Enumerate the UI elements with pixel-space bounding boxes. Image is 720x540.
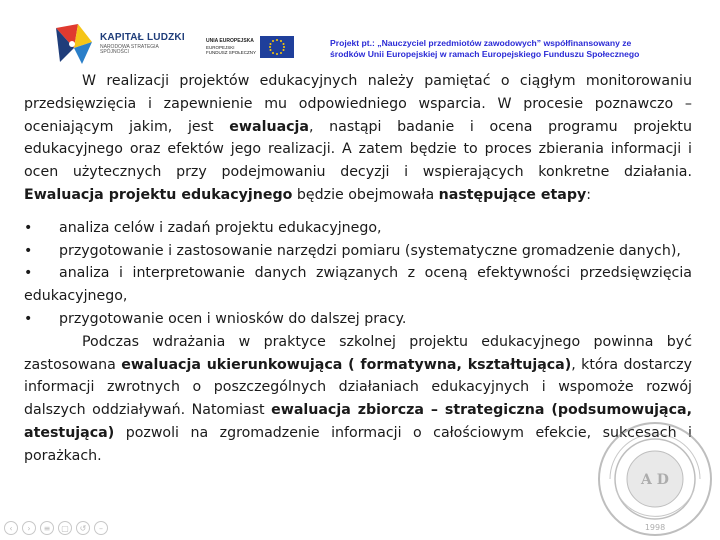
term-ewaluacja: ewaluacja	[229, 118, 309, 135]
eu-line3: FUNDUSZ SPOŁECZNY	[206, 50, 257, 56]
list-item: • analiza celów i zadań projektu edukacyjnego,	[24, 217, 692, 240]
project-caption	[330, 38, 690, 60]
next-icon[interactable]: ›	[22, 521, 36, 535]
paragraph-implementation: Podczas wdrażania w praktyce szkolnej projektu edukacyjnego powinna być zastosowana ewaluacja ukierunkowująca ( formatywna, kształtująca), która dostarczy informacji zwrotnych o poszczególnych działaniach edukacyjnych i wspomoże rozwój dalszych oddziaływań. Natomiast ewaluacja zbiorcza – strategiczna (podsumowująca, atestująca) pozwoli na zgromadzenie informacji o całościowym efekcie, sukcesach i porażkach.	[24, 333, 692, 464]
seal-year: 1998	[644, 523, 666, 532]
term-ewaluacja-zbiorcza: ewaluacja zbiorcza – strategiczna (podsumowująca, atestująca)	[24, 402, 692, 441]
paragraph-intro: W realizacji projektów edukacyjnych należy pamiętać o ciągłym monitorowaniu przedsięwzięcia i zapewnienie mu odpowiedniego wsparcia. W procesie poznawczo – oceniającym jakim, jest ewaluacja, nastąpi badanie i ocena programu projektu edukacyjnego oraz efektów jego realizacji. A zatem będzie to proces zbierania informacji i ocen użytecznych przy podejmowaniu decyzji i wspierających konkretne działania. Ewaluacja projektu edukacyjnego będzie obejmowała następujące etapy:	[24, 73, 692, 203]
slide-navigation	[4, 521, 108, 535]
project-line1: Projekt pt.: „Nauczyciel przedmiotów zawodowych” współfinansowany ze	[330, 38, 632, 48]
bullet-icon: •	[24, 242, 33, 259]
prev-icon[interactable]: ‹	[4, 521, 18, 535]
copy-icon[interactable]: ▢	[58, 521, 72, 535]
kapital-ludzki-title: KAPITAŁ LUDZKI	[100, 31, 185, 43]
minus-icon[interactable]: –	[94, 521, 108, 535]
eu-logo	[206, 32, 296, 62]
bullet-icon: •	[24, 310, 33, 327]
term-nastepujace-etapy: następujące etapy	[438, 186, 587, 203]
term-ewaluacja-projektu: Ewaluacja projektu edukacyjnego	[24, 186, 293, 203]
list-item: • przygotowanie i zastosowanie narzędzi pomiaru (systematyczne gromadzenie danych),	[24, 240, 692, 263]
eu-flag-icon	[260, 36, 294, 58]
stages-list	[24, 217, 692, 331]
kapital-ludzki-logo	[52, 22, 188, 66]
project-line2: środków Unii Europejskiej w ramach Europejskiego Funduszu Społecznego	[330, 49, 640, 60]
kapital-ludzki-emblem-icon	[52, 22, 96, 66]
back-icon[interactable]: ↺	[76, 521, 90, 535]
school-seal-icon	[596, 420, 714, 538]
eu-line1: UNIA EUROPEJSKA	[206, 38, 254, 45]
kapital-ludzki-subtitle: NARODOWA STRATEGIA SPÓJNOŚCI	[100, 44, 159, 56]
list-item: • przygotowanie ocen i wniosków do dalszej pracy.	[24, 308, 692, 331]
slide-header	[0, 0, 720, 72]
eu-line2: EUROPEJSKI	[206, 45, 235, 51]
bullet-icon: •	[24, 265, 33, 282]
slide-content	[24, 70, 692, 468]
term-ewaluacja-formatywna: ewaluacja ukierunkowująca ( formatywna, kształtująca)	[121, 356, 572, 373]
menu-icon[interactable]: ≡	[40, 521, 54, 535]
seal-initials: A D	[641, 472, 669, 488]
list-item: • analiza i interpretowanie danych związanych z oceną efektywności przedsięwzięcia edukacyjnego,	[24, 262, 692, 308]
bullet-icon: •	[24, 219, 33, 236]
